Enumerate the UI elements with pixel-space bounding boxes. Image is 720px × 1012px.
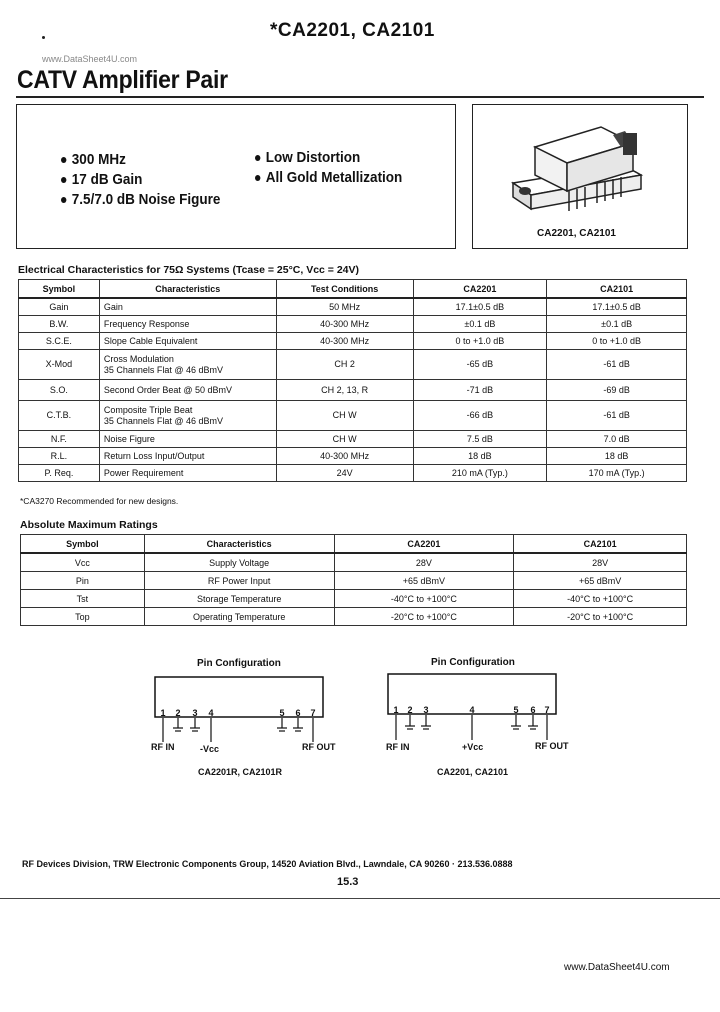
symbol-cell: S.C.E. — [19, 333, 100, 350]
pin-number: 1 — [160, 708, 166, 718]
absolute-ratings-table — [20, 534, 687, 626]
symbol-cell: P. Req. — [19, 465, 100, 482]
page-title: CATV Amplifier Pair — [17, 66, 228, 94]
value-cell: 7.0 dB — [547, 431, 687, 448]
value-cell: +65 dBmV — [514, 572, 687, 590]
condition-cell: CH 2 — [276, 350, 413, 380]
part-number: *CA2201, CA2101 — [270, 20, 435, 41]
value-cell: 7.5 dB — [413, 431, 547, 448]
table-row — [19, 380, 687, 401]
pin-diagram-caption: CA2201R, CA2101R — [198, 767, 283, 777]
column-header: Characteristics — [144, 535, 334, 554]
absolute-ratings-heading: Absolute Maximum Ratings — [20, 519, 158, 531]
pin-number: 4 — [208, 708, 214, 718]
scan-mark — [42, 36, 45, 39]
table-row — [19, 465, 687, 482]
condition-cell: CH W — [276, 431, 413, 448]
value-cell: -61 dB — [547, 401, 687, 431]
footer-address: RF Devices Division, TRW Electronic Components Group, 14520 Aviation Blvd., Lawndale, CA 90260 · 213.536.0888 — [22, 859, 513, 869]
pin-number: 5 — [279, 708, 285, 718]
amplifier-module-icon — [473, 105, 686, 247]
symbol-cell: S.O. — [19, 380, 100, 401]
condition-cell: 50 MHz — [276, 298, 413, 316]
characteristic-cell: Operating Temperature — [144, 608, 334, 626]
pin-diagram-left — [150, 672, 330, 742]
value-cell: 18 dB — [413, 448, 547, 465]
pin-diagram-right — [385, 670, 565, 740]
column-header: Symbol — [21, 535, 145, 554]
value-cell: 170 mA (Typ.) — [547, 465, 687, 482]
value-cell: 28V — [334, 553, 514, 572]
pin-label-vcc: +Vcc — [462, 742, 484, 752]
characteristic-cell: Supply Voltage — [144, 553, 334, 572]
characteristic-cell: Gain — [99, 298, 276, 316]
value-cell: -61 dB — [547, 350, 687, 380]
page-number: 15.3 — [337, 876, 359, 888]
symbol-cell: Top — [21, 608, 145, 626]
feature-item: 300 MHz — [61, 151, 126, 168]
title-rule — [16, 96, 704, 98]
bullet-icon — [61, 197, 66, 203]
condition-cell: 40-300 MHz — [276, 333, 413, 350]
characteristic-cell: Second Order Beat @ 50 dBmV — [99, 380, 276, 401]
bullet-icon — [255, 175, 260, 181]
pin-config-title: Pin Configuration — [431, 657, 515, 668]
pin-number: 2 — [175, 708, 181, 718]
characteristic-cell: Noise Figure — [99, 431, 276, 448]
photo-caption: CA2201, CA2101 — [537, 228, 616, 239]
bullet-icon — [61, 157, 66, 163]
value-cell: 17.1±0.5 dB — [547, 298, 687, 316]
pin-number: 3 — [192, 708, 198, 718]
table-row — [19, 333, 687, 350]
value-cell: ±0.1 dB — [413, 316, 547, 333]
column-header: CA2101 — [514, 535, 687, 554]
symbol-cell: X-Mod — [19, 350, 100, 380]
feature-item: All Gold Metallization — [255, 169, 402, 186]
table-row — [21, 572, 687, 590]
column-header: Test Conditions — [276, 280, 413, 299]
table-header-row — [19, 280, 687, 299]
table-header-row — [21, 535, 687, 554]
pin-number: 3 — [423, 705, 429, 715]
value-cell: 18 dB — [547, 448, 687, 465]
condition-cell: 24V — [276, 465, 413, 482]
table-row — [21, 608, 687, 626]
pin-label-rf-in: RF IN — [151, 742, 175, 752]
value-cell: -20°C to +100°C — [334, 608, 514, 626]
value-cell: 17.1±0.5 dB — [413, 298, 547, 316]
pin-diagram-caption: CA2201, CA2101 — [437, 767, 509, 777]
table-row — [19, 448, 687, 465]
symbol-cell: R.L. — [19, 448, 100, 465]
feature-item: 7.5/7.0 dB Noise Figure — [61, 191, 220, 208]
pin-label-vcc: -Vcc — [200, 744, 220, 754]
value-cell: -40°C to +100°C — [334, 590, 514, 608]
electrical-heading: Electrical Characteristics for 75Ω Systems (Tcase = 25°C, Vcc = 24V) — [18, 264, 360, 276]
table-row — [19, 316, 687, 333]
column-header: Symbol — [19, 280, 100, 299]
value-cell: -40°C to +100°C — [514, 590, 687, 608]
table-row — [19, 401, 687, 431]
pin-label-rf-out: RF OUT — [535, 741, 569, 751]
column-header: Characteristics — [99, 280, 276, 299]
column-header: CA2201 — [413, 280, 547, 299]
value-cell: +65 dBmV — [334, 572, 514, 590]
characteristic-cell: Return Loss Input/Output — [99, 448, 276, 465]
value-cell: -65 dB — [413, 350, 547, 380]
value-cell: ±0.1 dB — [547, 316, 687, 333]
column-header: CA2201 — [334, 535, 514, 554]
symbol-cell: Pin — [21, 572, 145, 590]
value-cell: -20°C to +100°C — [514, 608, 687, 626]
bullet-icon — [255, 155, 260, 161]
pin-number: 6 — [530, 705, 536, 715]
condition-cell: CH W — [276, 401, 413, 431]
watermark[interactable]: www.DataSheet4U.com — [42, 54, 138, 64]
value-cell: 0 to +1.0 dB — [413, 333, 547, 350]
condition-cell: CH 2, 13, R — [276, 380, 413, 401]
characteristic-cell: Composite Triple Beat 35 Channels Flat @ 46 dBmV — [99, 401, 276, 431]
characteristic-cell: Slope Cable Equivalent — [99, 333, 276, 350]
footnote: *CA3270 Recommended for new designs. — [20, 496, 179, 506]
pin-number: 2 — [407, 705, 413, 715]
condition-cell: 40-300 MHz — [276, 316, 413, 333]
value-cell: 210 mA (Typ.) — [413, 465, 547, 482]
characteristic-cell: Frequency Response — [99, 316, 276, 333]
pin-number: 7 — [310, 708, 316, 718]
characteristic-cell: Cross Modulation 35 Channels Flat @ 46 dBmV — [99, 350, 276, 380]
table-row — [21, 590, 687, 608]
footer-url[interactable]: www.DataSheet4U.com — [564, 962, 670, 973]
symbol-cell: N.F. — [19, 431, 100, 448]
value-cell: 0 to +1.0 dB — [547, 333, 687, 350]
table-row — [19, 350, 687, 380]
pin-number: 7 — [544, 705, 550, 715]
feature-item: Low Distortion — [255, 149, 360, 166]
characteristic-cell: Power Requirement — [99, 465, 276, 482]
pin-number: 5 — [513, 705, 519, 715]
symbol-cell: Vcc — [21, 553, 145, 572]
table-row — [19, 431, 687, 448]
symbol-cell: Gain — [19, 298, 100, 316]
symbol-cell: B.W. — [19, 316, 100, 333]
table-row — [21, 553, 687, 572]
table-row — [19, 298, 687, 316]
feature-item: 17 dB Gain — [61, 171, 142, 188]
value-cell: -69 dB — [547, 380, 687, 401]
electrical-table — [18, 279, 687, 482]
pin-number: 6 — [295, 708, 301, 718]
bullet-icon — [61, 177, 66, 183]
pin-config-title: Pin Configuration — [197, 658, 281, 669]
features-box — [16, 104, 456, 249]
symbol-cell: Tst — [21, 590, 145, 608]
pin-label-rf-in: RF IN — [386, 742, 410, 752]
column-header: CA2101 — [547, 280, 687, 299]
pin-label-rf-out: RF OUT — [302, 742, 336, 752]
characteristic-cell: RF Power Input — [144, 572, 334, 590]
value-cell: -66 dB — [413, 401, 547, 431]
value-cell: -71 dB — [413, 380, 547, 401]
condition-cell: 40-300 MHz — [276, 448, 413, 465]
value-cell: 28V — [514, 553, 687, 572]
characteristic-cell: Storage Temperature — [144, 590, 334, 608]
symbol-cell: C.T.B. — [19, 401, 100, 431]
pin-number: 4 — [469, 705, 475, 715]
footer-rule — [0, 898, 720, 899]
pin-number: 1 — [393, 705, 399, 715]
